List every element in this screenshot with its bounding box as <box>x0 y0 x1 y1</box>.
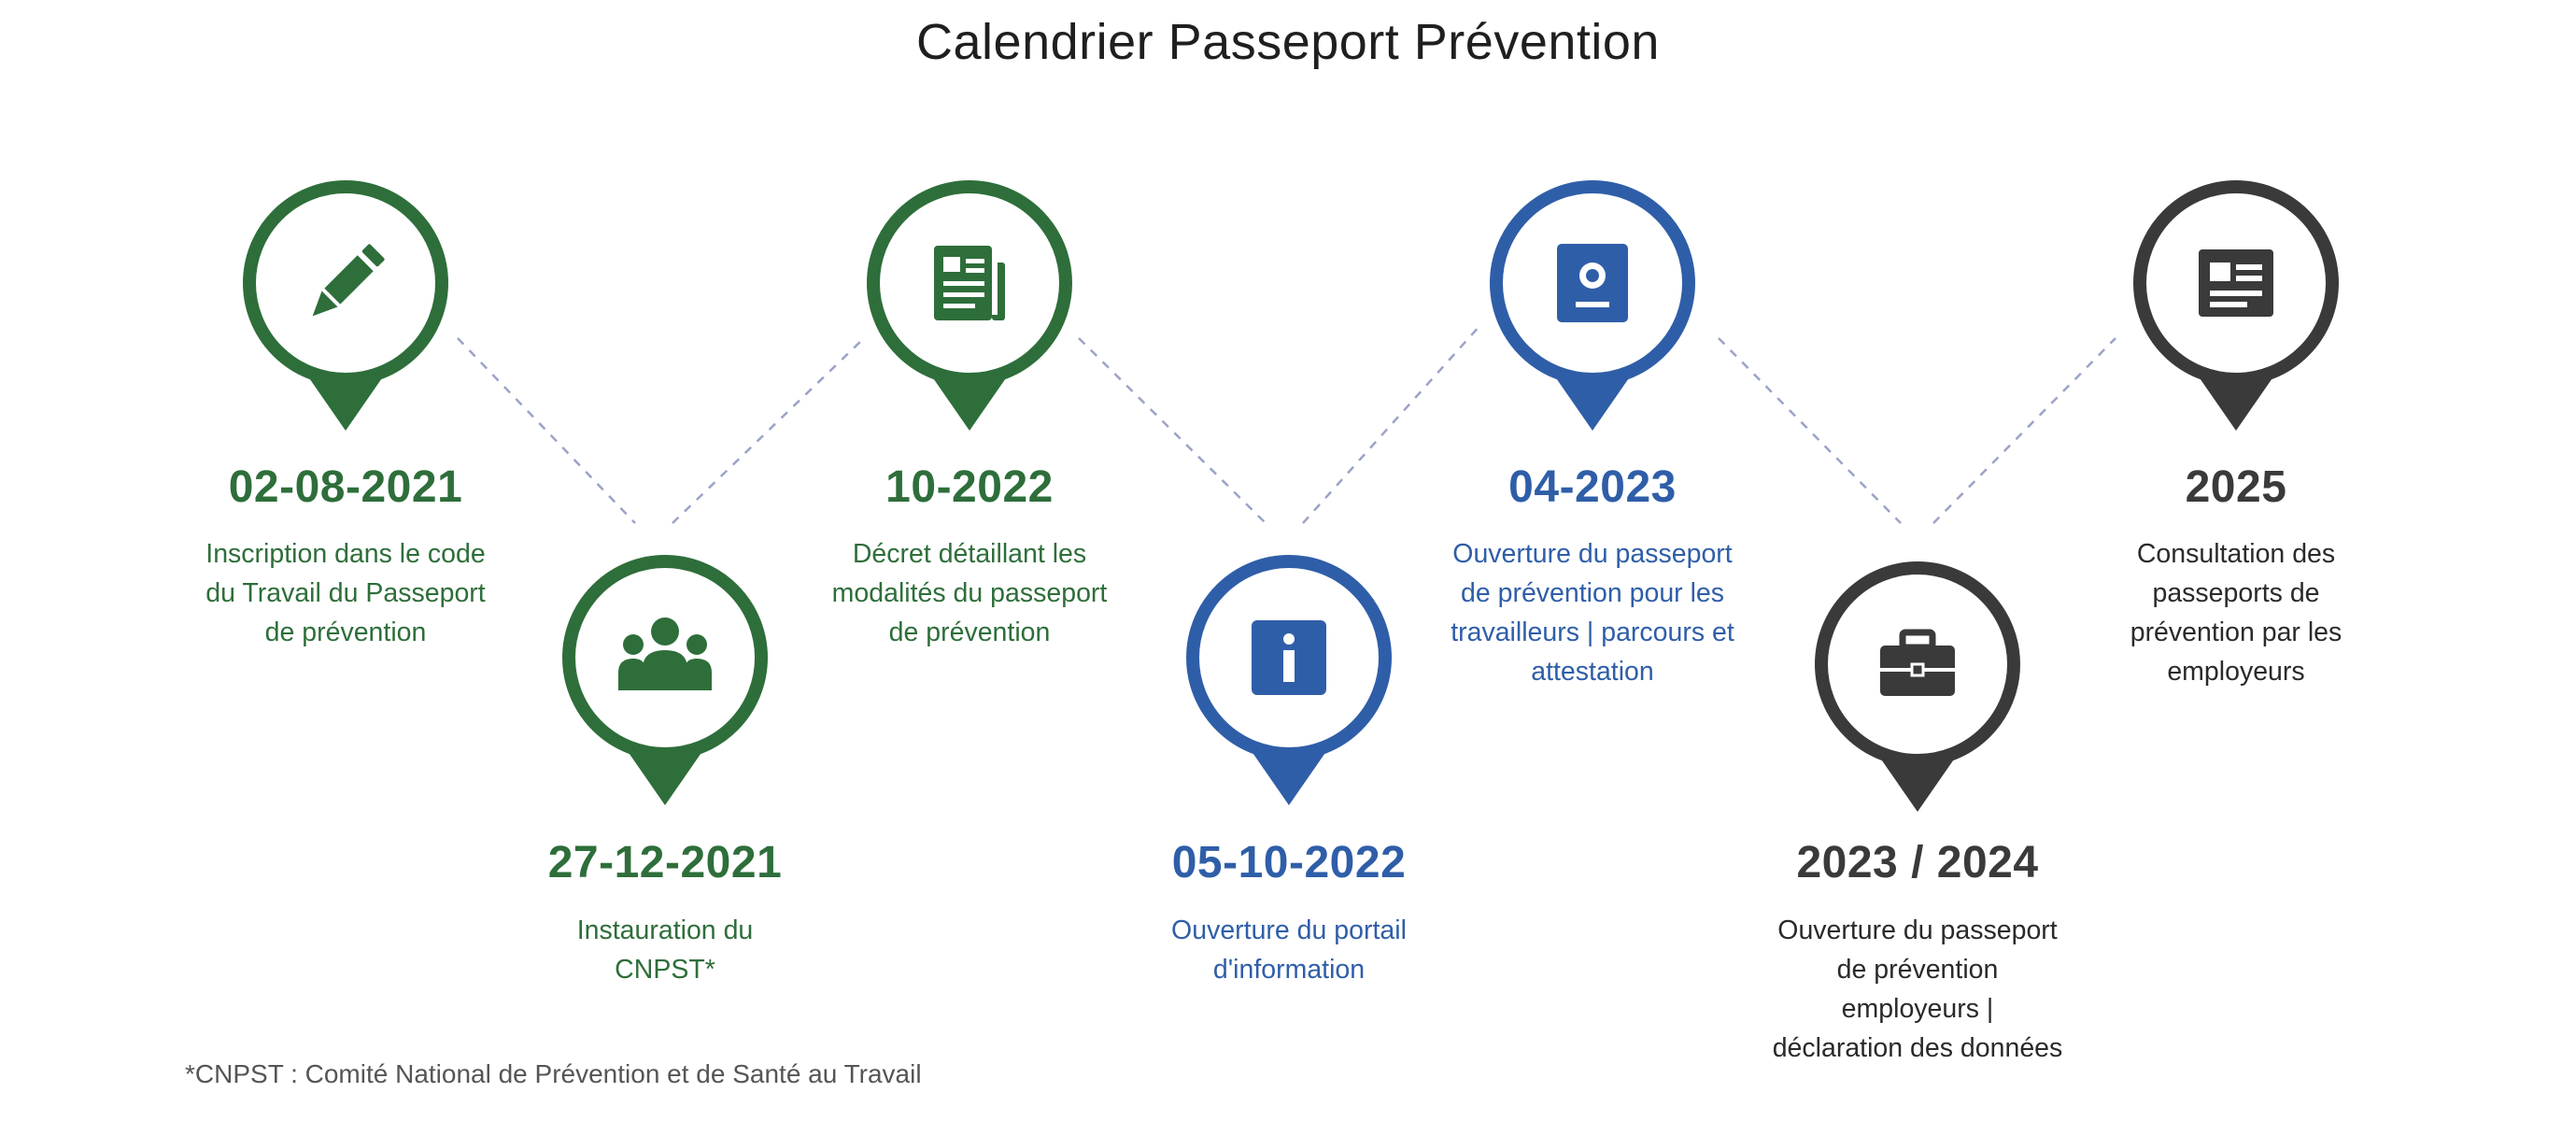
milestone-description: Décret détaillant les modalités du passeport de prévention <box>831 539 1108 647</box>
page-title: Calendrier Passeport Prévention <box>916 14 1660 70</box>
milestone-date: 27-12-2021 <box>547 838 783 887</box>
milestone-description: Instauration du CNPST* <box>576 915 754 985</box>
passport-icon <box>1557 244 1628 322</box>
pin-marker <box>2124 171 2348 433</box>
milestone-description: Consultation des passeports de prévention par les employeurs <box>2130 539 2342 687</box>
milestone-date: 05-10-2022 <box>1171 838 1407 887</box>
pin-marker <box>857 171 1082 433</box>
pin-marker <box>234 171 458 433</box>
milestone-date: 2025 <box>2185 462 2287 512</box>
footnote: *CNPST : Comité National de Prévention et de Santé au Travail <box>185 1059 922 1088</box>
info-icon <box>1252 620 1326 695</box>
pin-marker <box>1805 552 2030 814</box>
pin-marker <box>1480 171 1705 433</box>
milestone-date: 2023 / 2024 <box>1796 838 2039 887</box>
milestone-date: 04-2023 <box>1508 462 1677 512</box>
milestone-date: 10-2022 <box>885 462 1054 512</box>
milestone-date: 02-08-2021 <box>228 462 463 512</box>
milestone-description: Ouverture du passeport de prévention employeurs | déclaration des données <box>1772 915 2063 1063</box>
id-card-icon <box>2199 249 2273 317</box>
pin-marker <box>553 546 777 807</box>
milestone-description: Ouverture du portail d'information <box>1171 915 1407 985</box>
milestone-description: Ouverture du passeport de prévention pour les travailleurs | parcours et attestation <box>1451 539 1734 687</box>
pin-marker <box>1177 546 1401 807</box>
milestone-description: Inscription dans le code du Travail du Passeport de prévention <box>205 539 486 647</box>
